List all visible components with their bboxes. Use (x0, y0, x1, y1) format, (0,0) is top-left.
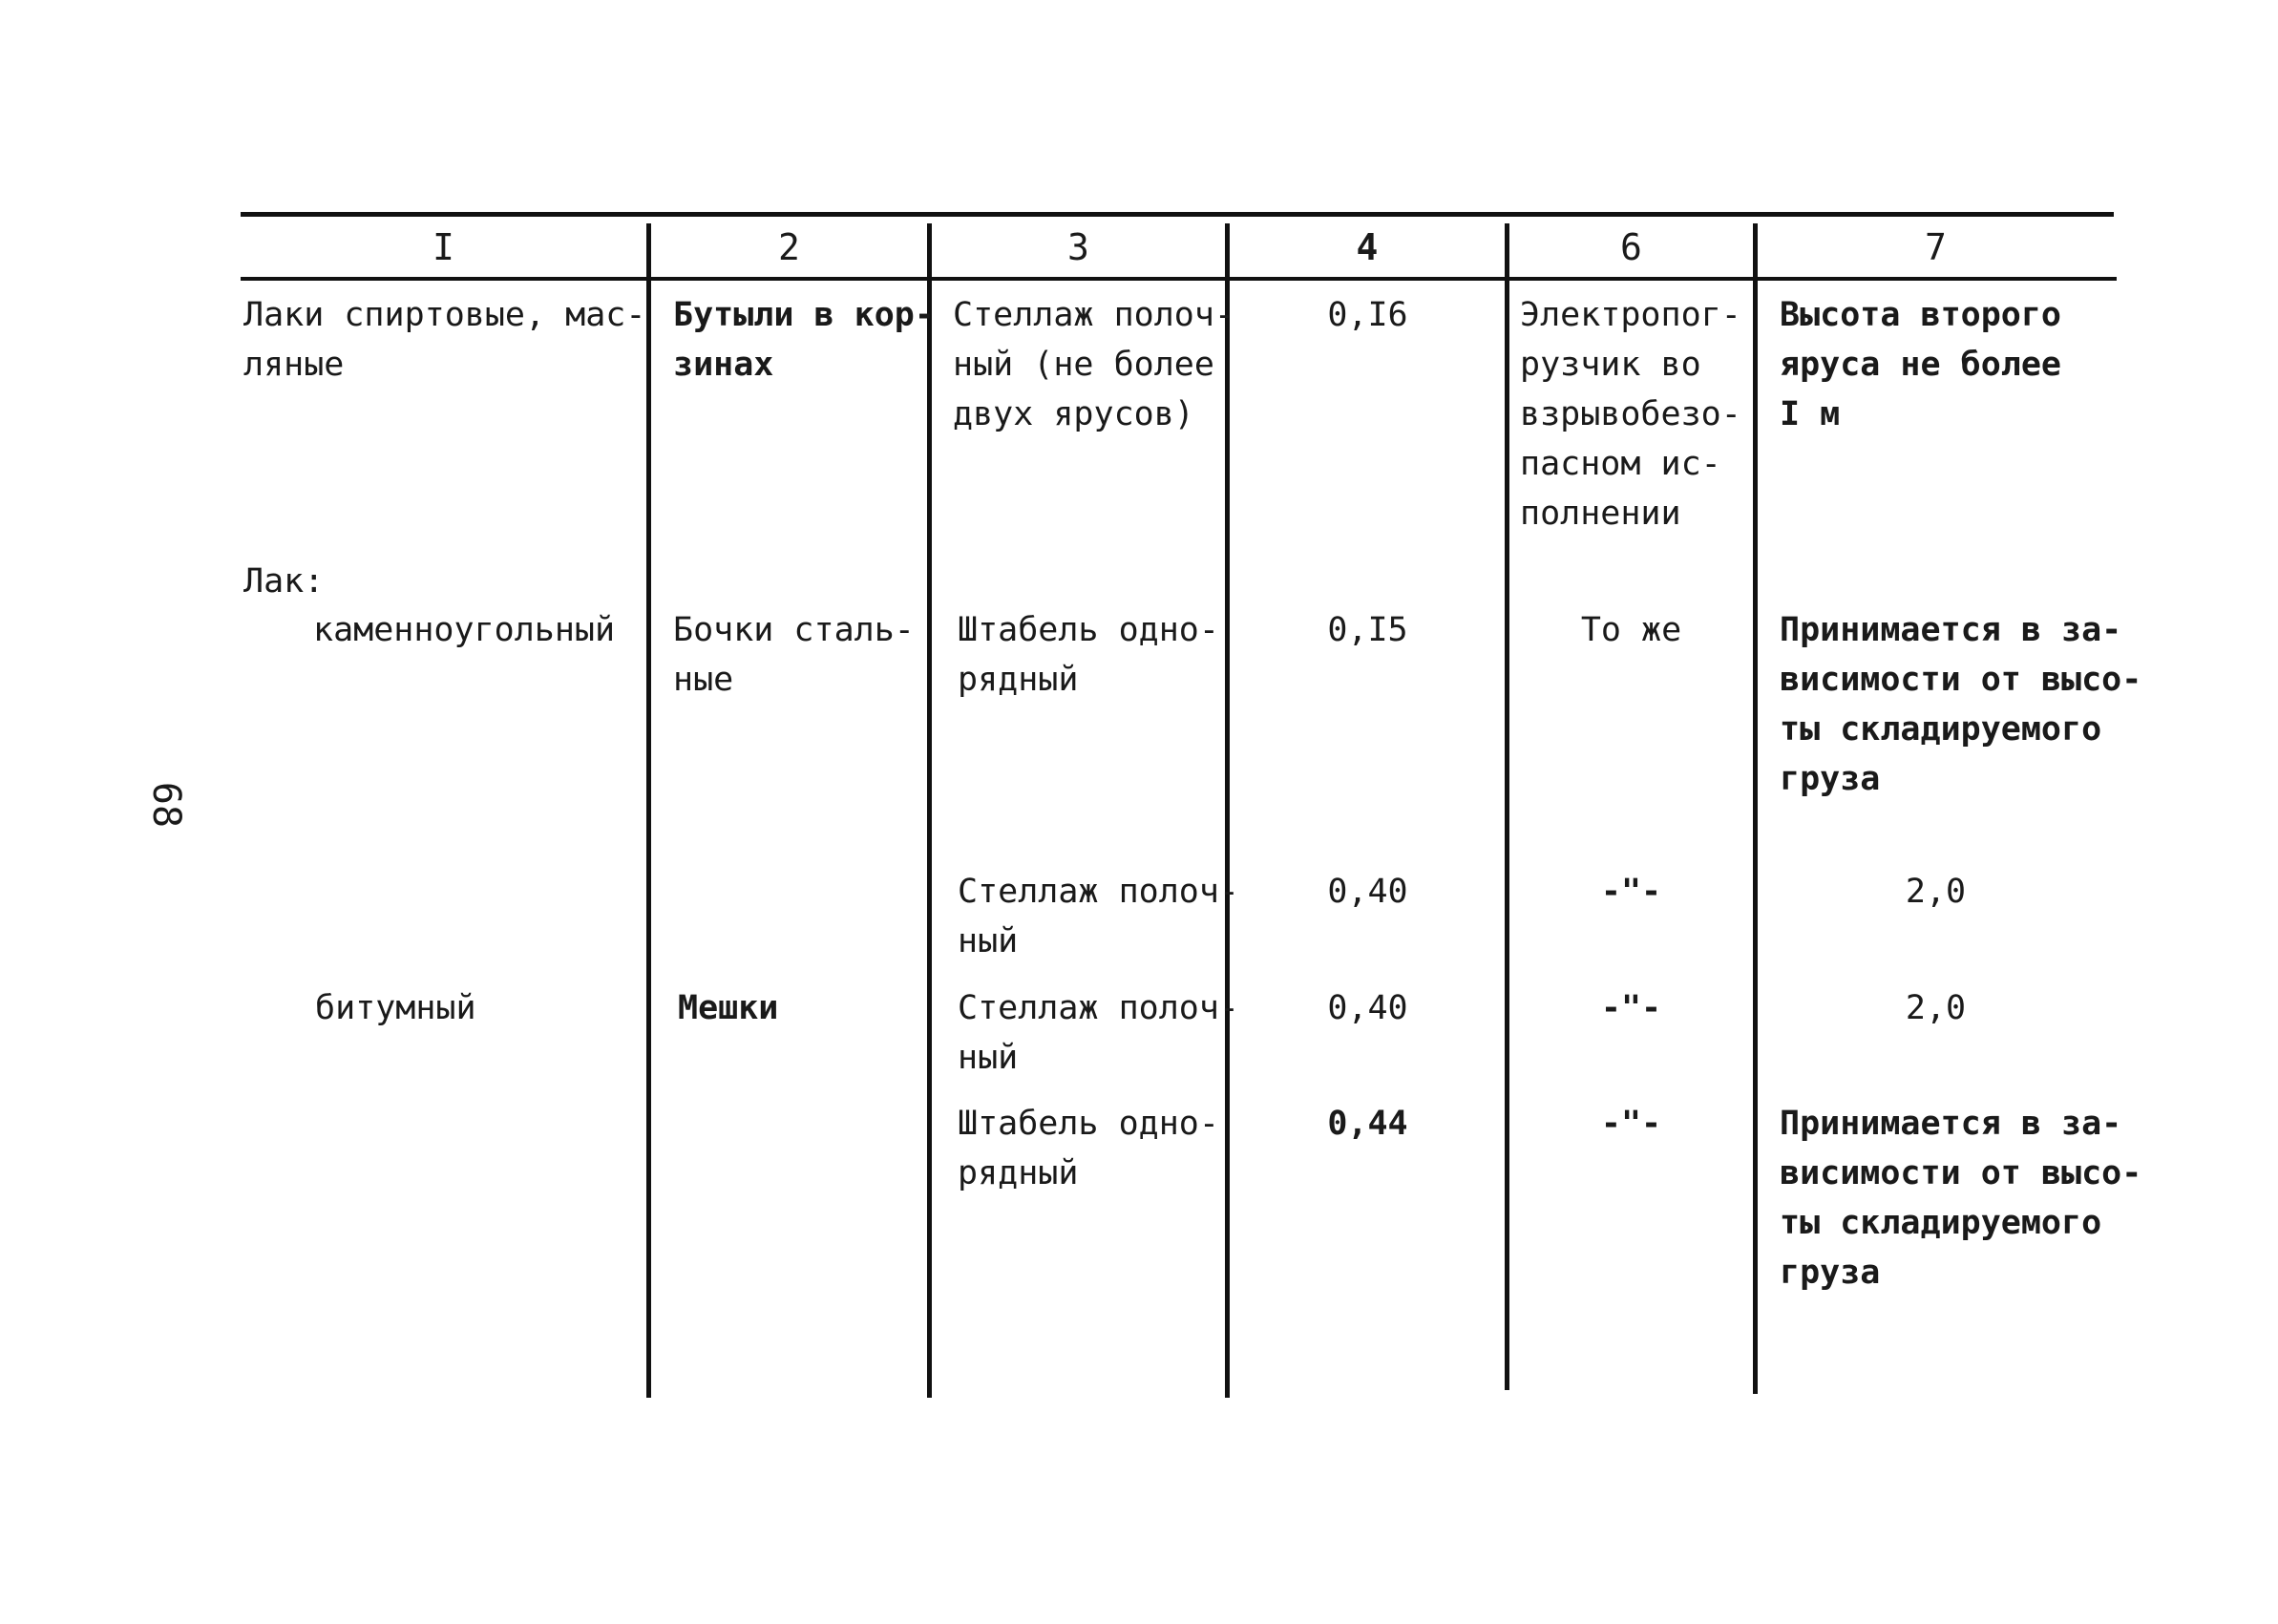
column-header: 6 (1620, 226, 1642, 268)
page-number: 68 (144, 781, 189, 829)
table-cell: 0,40 (1327, 989, 1408, 1027)
table-cell: Электропог- рузчик во взрывобезо- пасном ис- полнении (1520, 296, 1741, 533)
table-cell: Стеллаж полоч- ный (958, 989, 1240, 1077)
table-cell: -"- (1600, 873, 1662, 911)
table-cell: каменноугольный (313, 611, 616, 649)
table-cell: 2,0 (1905, 989, 1967, 1027)
table-cell: 2,0 (1905, 873, 1967, 911)
table-cell: То же (1580, 611, 1682, 649)
table-cell: Стеллаж полоч- ный (не более двух ярусов) (953, 296, 1235, 433)
table-cell: Лак: (243, 562, 325, 601)
column-separator (646, 223, 651, 1398)
column-header: 2 (778, 226, 800, 268)
table-cell: Высота второго яруса не более I м (1780, 296, 2062, 433)
table-cell: 0,44 (1327, 1105, 1408, 1143)
column-separator (1753, 223, 1758, 1394)
table-top-rule (241, 212, 2114, 217)
column-separator (1505, 223, 1509, 1390)
table-cell: Принимается в за- висимости от высо- ты складируемого груза (1780, 1105, 2142, 1292)
table-cell: битумный (315, 989, 476, 1027)
table-cell: 0,I5 (1327, 611, 1408, 649)
table-cell: 0,40 (1327, 873, 1408, 911)
table-header-rule (241, 277, 2117, 281)
column-header: 3 (1067, 226, 1089, 268)
column-separator (927, 223, 932, 1398)
table-cell: Штабель одно- рядный (958, 1105, 1219, 1192)
column-header: 4 (1356, 226, 1379, 268)
table-cell: Бутыли в кор- зинах (673, 296, 935, 384)
table-cell: Мешки (678, 989, 779, 1027)
table-cell: Лаки спиртовые, мас- ляные (243, 296, 646, 384)
table-cell: -"- (1600, 1105, 1662, 1143)
table-cell: Принимается в за- висимости от высо- ты складируемого груза (1780, 611, 2142, 798)
column-header: I (432, 226, 454, 268)
table-cell: 0,I6 (1327, 296, 1408, 334)
table-cell: -"- (1600, 989, 1662, 1027)
table-cell: Бочки сталь- ные (673, 611, 915, 699)
column-header: 7 (1925, 226, 1947, 268)
table-cell: Стеллаж полоч- ный (958, 873, 1240, 960)
table-cell: Штабель одно- рядный (958, 611, 1219, 699)
